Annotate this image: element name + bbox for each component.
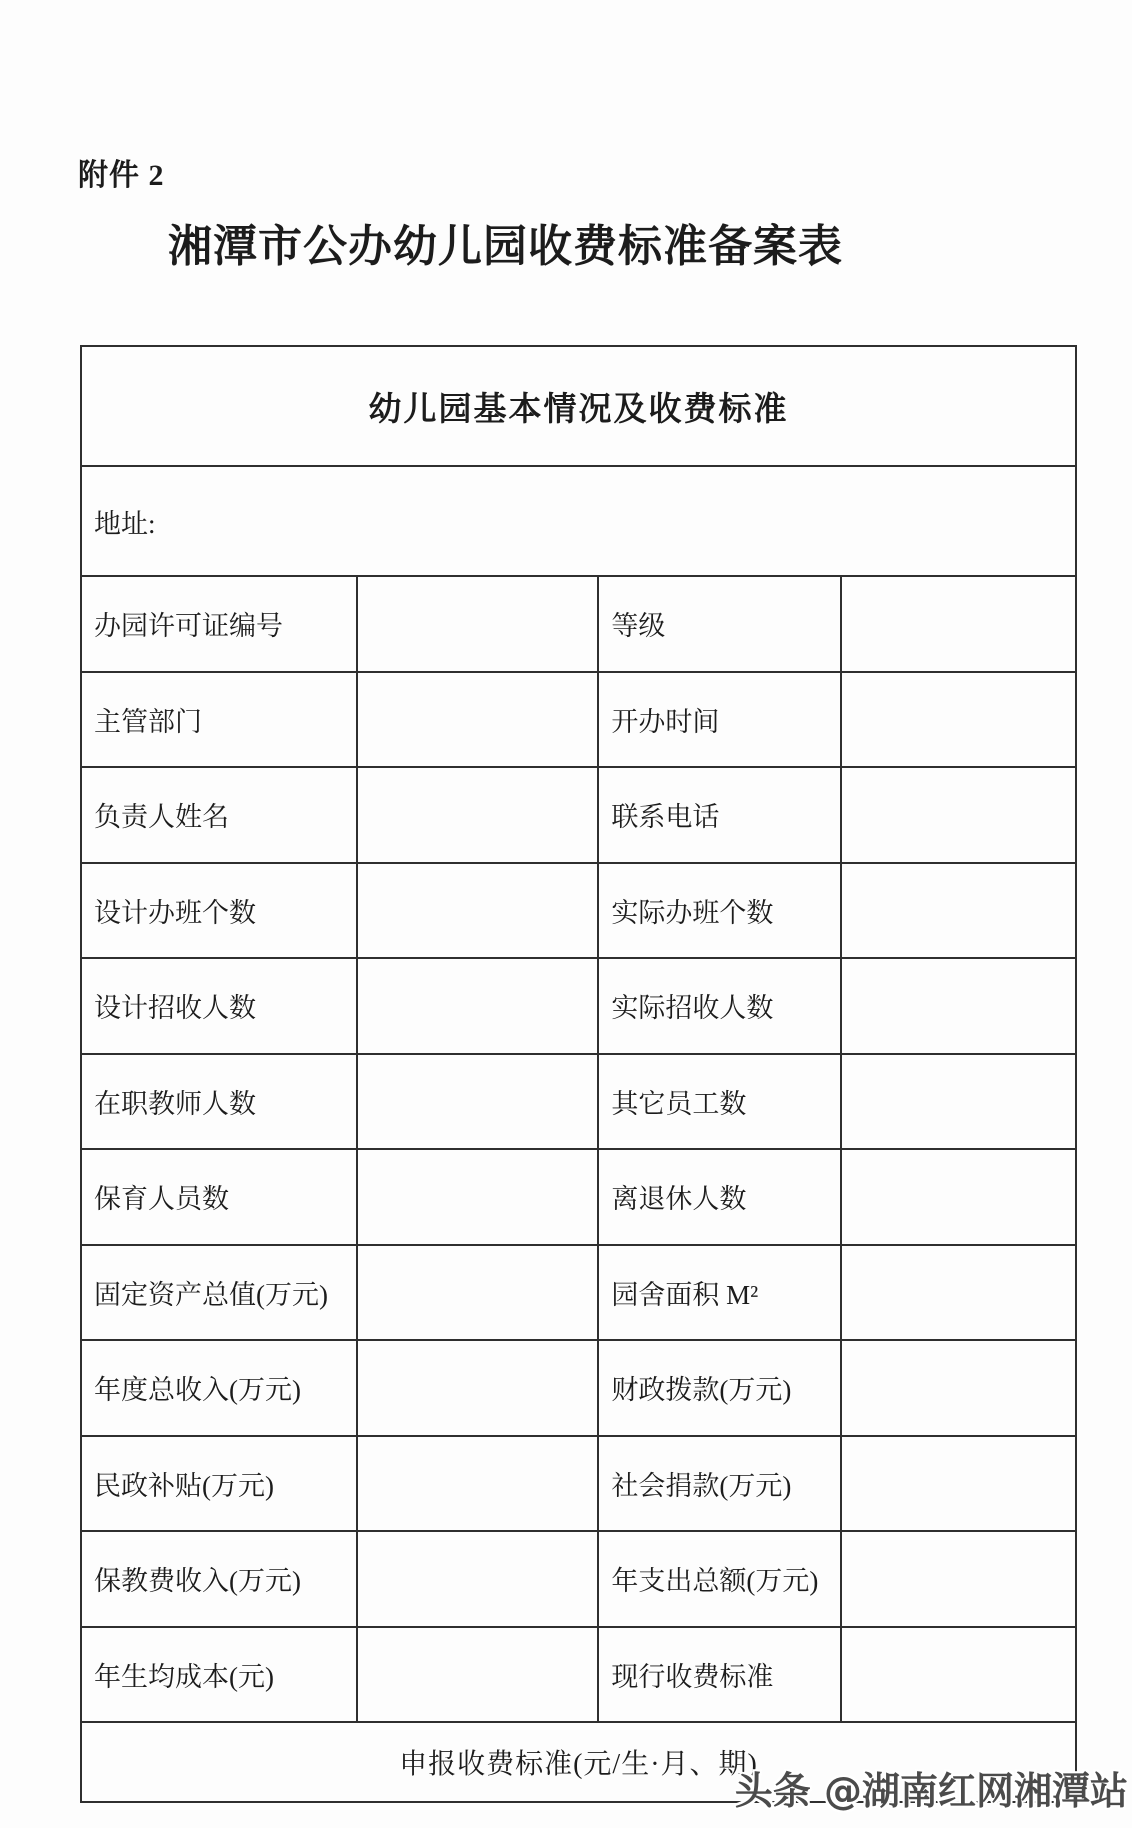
field-value-cell bbox=[358, 1150, 599, 1244]
table-row bbox=[82, 768, 1075, 864]
field-label: 主管部门 bbox=[82, 673, 358, 767]
field-label: 年度总收入(万元) bbox=[82, 1341, 358, 1435]
field-value-cell bbox=[358, 959, 599, 1053]
field-label: 实际办班个数 bbox=[599, 864, 841, 958]
field-value-cell bbox=[358, 673, 599, 767]
field-value-cell bbox=[358, 1628, 599, 1722]
field-value-cell bbox=[842, 577, 1075, 671]
field-value-cell bbox=[358, 1437, 599, 1531]
field-label: 其它员工数 bbox=[599, 1055, 841, 1149]
field-label: 离退休人数 bbox=[599, 1150, 841, 1244]
field-value-cell bbox=[842, 1437, 1075, 1531]
field-label: 年生均成本(元) bbox=[82, 1628, 358, 1722]
field-value-cell bbox=[842, 959, 1075, 1053]
field-value-cell bbox=[842, 864, 1075, 958]
table-header: 幼儿园基本情况及收费标准 bbox=[82, 347, 1075, 467]
table-row bbox=[82, 1532, 1075, 1628]
field-label: 保教费收入(万元) bbox=[82, 1532, 358, 1626]
field-label: 等级 bbox=[599, 577, 841, 671]
field-label: 设计招收人数 bbox=[82, 959, 358, 1053]
field-label: 固定资产总值(万元) bbox=[82, 1246, 358, 1340]
field-label: 负责人姓名 bbox=[82, 768, 358, 862]
field-value-cell bbox=[358, 864, 599, 958]
table-row bbox=[82, 1246, 1075, 1342]
fee-filing-form-table bbox=[80, 345, 1077, 1803]
table-row bbox=[82, 1628, 1075, 1724]
field-value-cell bbox=[842, 1532, 1075, 1626]
attachment-label: 附件 2 bbox=[78, 159, 165, 192]
field-label: 办园许可证编号 bbox=[82, 577, 358, 671]
field-label: 园舍面积 M² bbox=[599, 1246, 841, 1340]
field-label: 现行收费标准 bbox=[599, 1628, 841, 1722]
address-label: 地址: bbox=[94, 508, 156, 539]
table-row bbox=[82, 673, 1075, 769]
document-title: 湘潭市公办幼儿园收费标准备案表 bbox=[168, 222, 843, 271]
field-value-cell bbox=[842, 1246, 1075, 1340]
field-label: 年支出总额(万元) bbox=[599, 1532, 841, 1626]
field-label: 在职教师人数 bbox=[82, 1055, 358, 1149]
field-label: 实际招收人数 bbox=[599, 959, 841, 1053]
toutiao-watermark: 头条 @湖南红网湘潭站 bbox=[734, 1769, 1128, 1813]
field-label: 民政补贴(万元) bbox=[82, 1437, 358, 1531]
field-value-cell bbox=[358, 1532, 599, 1626]
field-label: 社会捐款(万元) bbox=[599, 1437, 841, 1531]
field-value-cell bbox=[842, 1055, 1075, 1149]
field-label: 开办时间 bbox=[599, 673, 841, 767]
table-row bbox=[82, 1437, 1075, 1533]
field-value-cell bbox=[358, 577, 599, 671]
field-value-cell bbox=[842, 768, 1075, 862]
field-value-cell bbox=[358, 768, 599, 862]
field-label: 设计办班个数 bbox=[82, 864, 358, 958]
address-row bbox=[82, 467, 1075, 577]
table-row bbox=[82, 577, 1075, 673]
field-value-cell bbox=[842, 1628, 1075, 1722]
table-row bbox=[82, 864, 1075, 960]
field-value-cell bbox=[842, 673, 1075, 767]
table-row bbox=[82, 1150, 1075, 1246]
field-label: 保育人员数 bbox=[82, 1150, 358, 1244]
declared-fee-standard-row: 申报收费标准(元/生·月、期) bbox=[399, 1749, 758, 1780]
field-label: 财政拨款(万元) bbox=[599, 1341, 841, 1435]
field-value-cell bbox=[358, 1341, 599, 1435]
table-row bbox=[82, 959, 1075, 1055]
table-row bbox=[82, 1341, 1075, 1437]
table-row bbox=[82, 1055, 1075, 1151]
field-value-cell bbox=[842, 1341, 1075, 1435]
field-value-cell bbox=[358, 1055, 599, 1149]
field-label: 联系电话 bbox=[599, 768, 841, 862]
field-value-cell bbox=[358, 1246, 599, 1340]
field-value-cell bbox=[842, 1150, 1075, 1244]
